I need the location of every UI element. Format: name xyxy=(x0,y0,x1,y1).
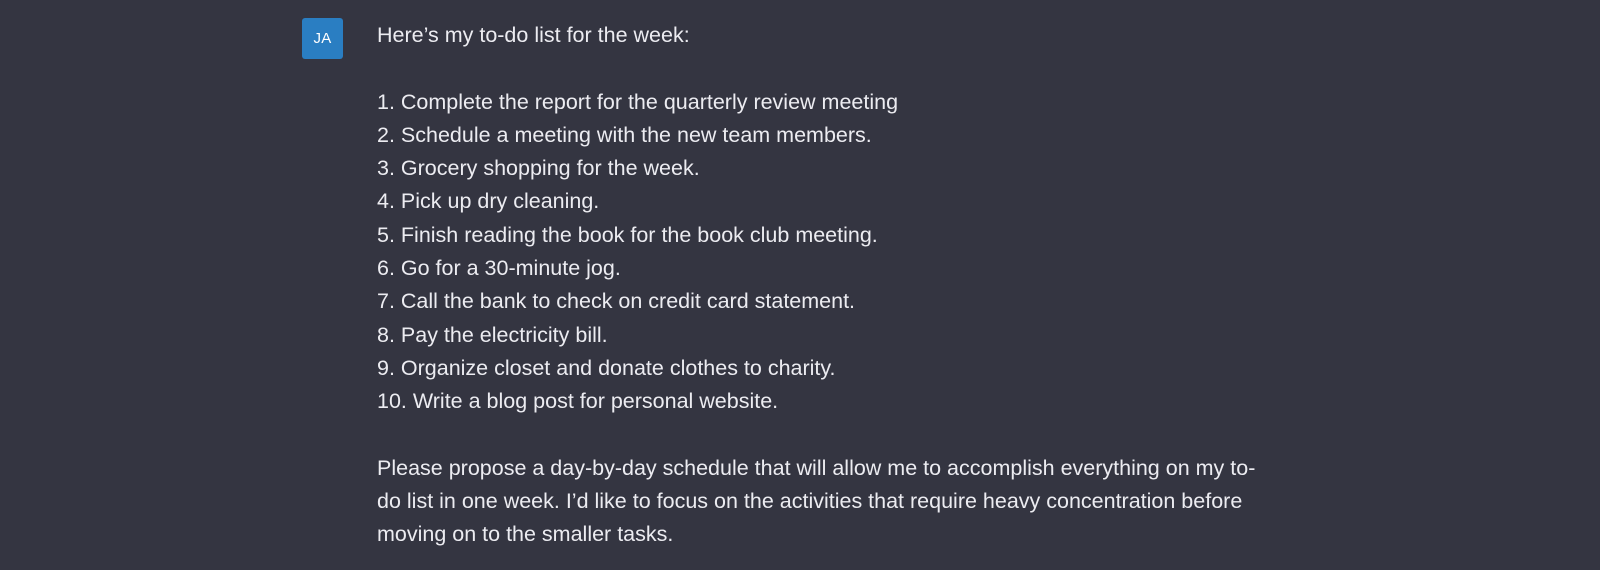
request-line: moving on to the smaller tasks. xyxy=(377,522,674,547)
todo-item: 5. Finish reading the book for the book club meeting. xyxy=(377,222,878,247)
paragraph-gap xyxy=(377,52,1287,85)
todo-list xyxy=(377,86,1287,419)
todo-item: 3. Grocery shopping for the week. xyxy=(377,156,700,181)
todo-item: 6. Go for a 30-minute jog. xyxy=(377,256,621,281)
todo-item: 8. Pay the electricity bill. xyxy=(377,322,608,347)
todo-item: 10. Write a blog post for personal website. xyxy=(377,389,779,414)
request-line: Please propose a day-by-day schedule that will allow me to accomplish everything on my to- xyxy=(377,455,1256,480)
request-line: do list in one week. I’d like to focus on the activities that require heavy concentration before xyxy=(377,489,1243,514)
todo-item: 9. Organize closet and donate clothes to charity. xyxy=(377,355,836,380)
paragraph-gap xyxy=(377,419,1287,452)
user-avatar: JA xyxy=(302,18,343,59)
todo-item: 2. Schedule a meeting with the new team members. xyxy=(377,122,872,147)
todo-item: 4. Pick up dry cleaning. xyxy=(377,189,600,214)
message-text xyxy=(377,19,1287,552)
todo-item: 7. Call the bank to check on credit card statement. xyxy=(377,289,856,314)
message-intro: Here’s my to-do list for the week: xyxy=(377,23,690,47)
message-request xyxy=(377,452,1287,552)
todo-item: 1. Complete the report for the quarterly review meeting xyxy=(377,89,899,114)
